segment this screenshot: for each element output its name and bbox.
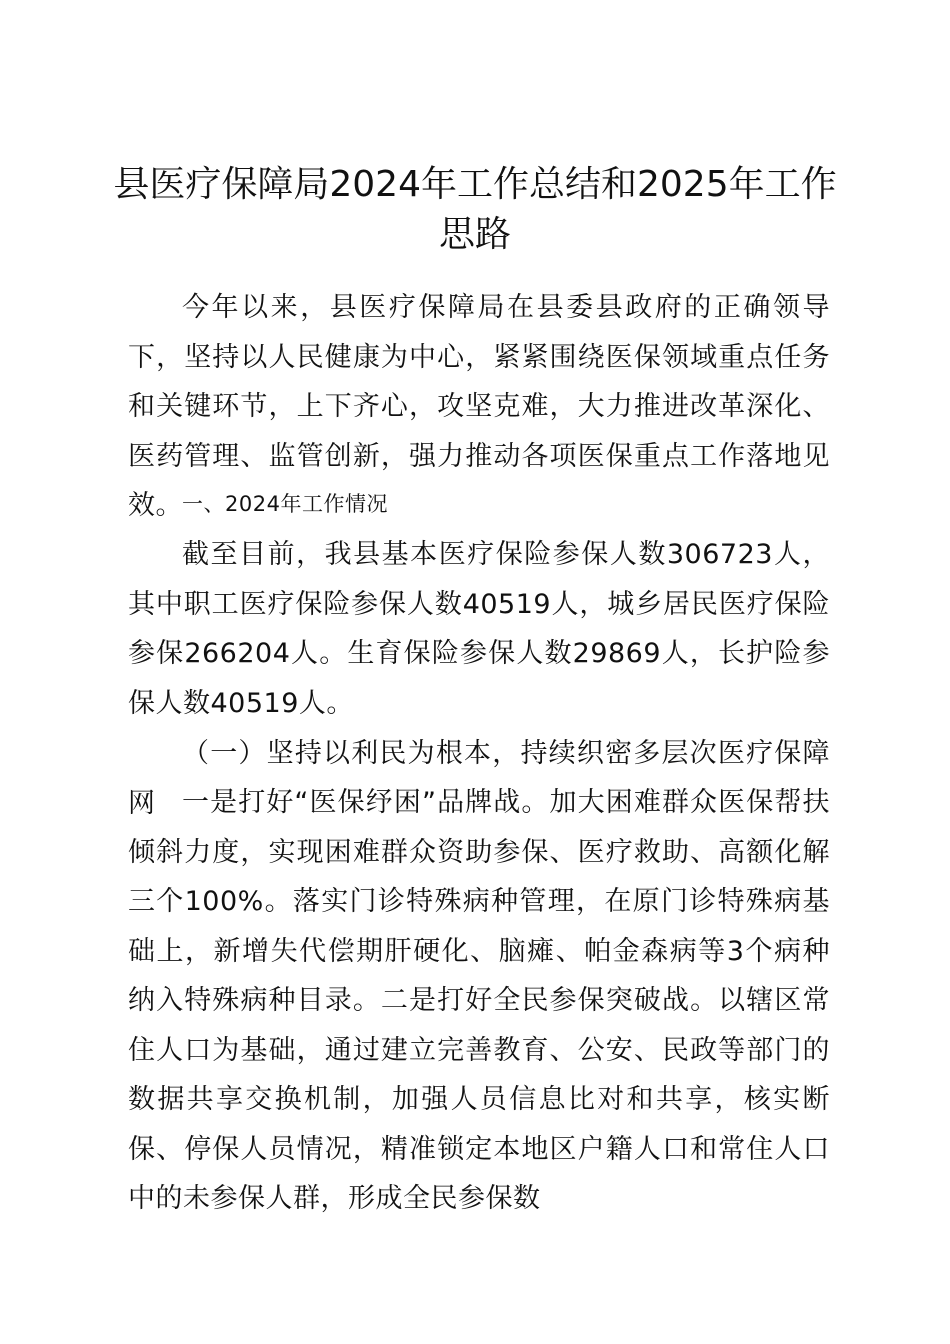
section-paragraph-text: 截至目前，我县基本医疗保险参保人数306723人，其中职工医疗保险参保人数40519人，城乡居民医疗保险参保266204人。生育保险参保人数29869人，长护险参保人数40519人。	[128, 539, 830, 719]
subsection-paragraph	[128, 778, 830, 1224]
subsection-heading-text: （一）坚持以利民为根本，持续织密多层次医疗保障网	[128, 738, 830, 819]
section-paragraph	[128, 530, 830, 728]
subsection-paragraph-text: 一是打好“医保纾困”品牌战。加大困难群众医保帮扶倾斜力度，实现困难群众资助参保、医疗救助、高额化解三个100%。落实门诊特殊病种管理，在原门诊特殊病基础上，新增失代偿期肝硬化、脑瘫、帕金森病等3个病种纳入特殊病种目录。二是打好全民参保突破战。以辖区常住人口为基础，通过建立完善教育、公安、民政等部门的数据共享交换机制，加强人员信息比对和共享，核实断保、停保人员情况，精准锁定本地区户籍人口和常住人口中的未参保人群，形成全民参保数	[128, 787, 830, 1214]
section-heading-text: 一、2024年工作情况	[182, 492, 388, 516]
document-title: 县医疗保障局2024年工作总结和2025年工作思路	[113, 164, 837, 255]
section-heading	[128, 482, 830, 527]
intro-text: 今年以来，县医疗保障局在县委县政府的正确领导下，坚持以人民健康为中心，紧紧围绕医保领域重点任务和关键环节，上下齐心，攻坚克难，大力推进改革深化、医药管理、监管创新，强力推动各项医保重点工作落地见效。	[128, 292, 830, 521]
